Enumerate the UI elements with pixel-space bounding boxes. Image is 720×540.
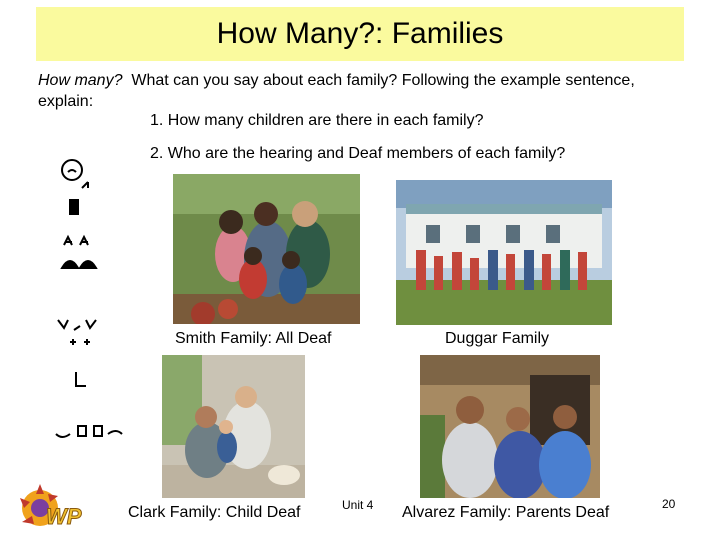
question-1: 1. How many children are there in each family? [150,112,484,129]
slide-title: How Many?: Families [216,17,504,50]
caption-duggar: Duggar Family [445,330,550,347]
intro-paragraph [38,70,678,112]
question-2: 2. Who are the hearing and Deaf members of each family? [150,145,566,162]
duggar-family-photo [396,180,612,325]
smith-family-photo [173,174,360,324]
caption-alvarez: Alvarez Family: Parents Deaf [402,504,610,521]
intro-text: What can you say about each family? Following the example sentence, explain: [38,72,635,110]
sign-language-glyphs [50,150,140,460]
page-number: 20 [662,497,676,511]
intro-italic: How many? [38,72,123,89]
title-banner [36,7,684,61]
caption-smith: Smith Family: All Deaf [175,330,332,347]
alvarez-family-photo [420,355,600,498]
caption-clark: Clark Family: Child Deaf [128,504,301,521]
wp-logo [10,478,88,534]
logo-text: WP [46,504,82,529]
footer-unit: Unit 4 [342,498,374,512]
clark-family-photo [162,355,305,498]
